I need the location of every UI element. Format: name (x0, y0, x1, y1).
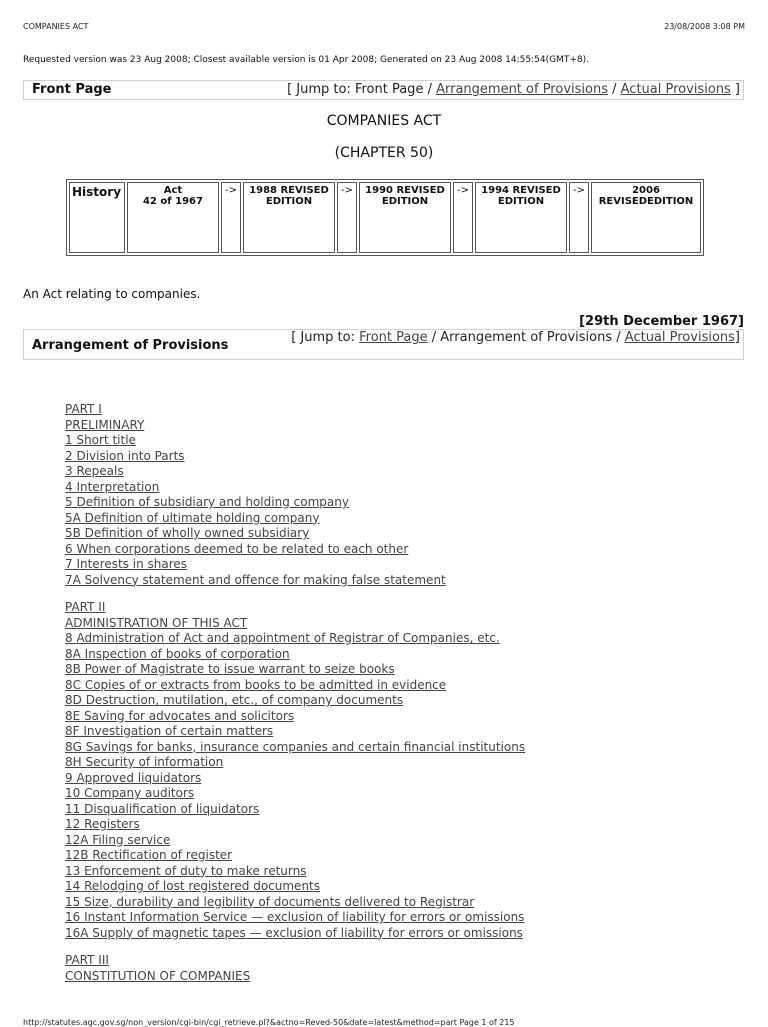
history-1988-line2: EDITION (265, 196, 313, 207)
enactment-date: [29th December 1967] (579, 314, 744, 329)
toc-link[interactable]: PART III (65, 953, 109, 967)
nav-separator: / (423, 82, 437, 97)
history-1988-edition-cell (243, 182, 335, 253)
toc-part-3 (65, 953, 525, 984)
toc-link[interactable]: 7A Solvency statement and offence for making false statement (65, 572, 446, 587)
toc-link[interactable]: 10 Company auditors (65, 786, 195, 800)
toc-link[interactable]: 5B Definition of wholly owned subsidiary (65, 526, 310, 540)
history-1994-line1: 1994 REVISED (481, 185, 561, 196)
toc-link[interactable]: 16 Instant Information Service — exclusion of liability for errors or omissions (65, 910, 525, 924)
history-act-number: 42 of 1967 (143, 196, 203, 207)
jump-to-nav (287, 82, 740, 97)
print-footer-url: http://statutes.agc.gov.sg/non_version/cgi-bin/cgi_retrieve.pl?&actno=Reved-50&date=latest&method=part Page 1 of 215 (23, 1018, 515, 1027)
toc-link[interactable]: 8 Administration of Act and appointment of Registrar of Companies, etc. (65, 631, 500, 645)
toc-link[interactable]: 8H Security of information (65, 755, 224, 769)
history-act-cell (127, 182, 219, 253)
history-arrow: -> (569, 182, 589, 253)
history-1990-line1: 1990 REVISED (365, 185, 445, 196)
toc-link[interactable]: 8B Power of Magistrate to issue warrant to seize books (65, 662, 395, 676)
toc-link[interactable]: PRELIMINARY (65, 417, 145, 432)
toc-link[interactable]: 12A Filing service (65, 832, 171, 847)
nav-separator: / (607, 82, 621, 97)
history-2006-line1: 2006 (632, 185, 660, 196)
toc-link[interactable]: 1 Short title (65, 433, 136, 447)
toc-link[interactable]: 5 Definition of subsidiary and holding company (65, 495, 349, 509)
jump-to-prefix: [ Jump to: Front Page (287, 82, 424, 97)
toc-link[interactable]: 8G Savings for banks, insurance companies and certain financial institutions (65, 739, 526, 754)
toc-link[interactable]: 15 Size, durability and legibility of documents delivered to Registrar (65, 894, 475, 909)
act-chapter: (CHAPTER 50) (334, 145, 434, 161)
toc-link[interactable]: 7 Interests in shares (65, 557, 188, 571)
toc-link[interactable]: PART II (65, 600, 106, 614)
toc-link[interactable]: PART I (65, 402, 102, 416)
toc-link[interactable]: CONSTITUTION OF COMPANIES (65, 968, 251, 983)
toc-link[interactable]: 2 Division into Parts (65, 448, 185, 463)
toc-link[interactable]: 11 Disqualification of liquidators (65, 801, 260, 816)
history-act-title: Act (163, 185, 183, 196)
history-arrow: -> (453, 182, 473, 253)
toc-link[interactable]: 13 Enforcement of duty to make returns (65, 863, 307, 878)
jump-to-current: / Arrangement of Provisions / (427, 330, 625, 345)
link-actual-provisions[interactable]: Actual Provisions (624, 330, 735, 345)
toc-link[interactable]: 5A Definition of ultimate holding company (65, 510, 320, 525)
link-actual-provisions[interactable]: Actual Provisions (620, 82, 731, 97)
toc-link[interactable]: 9 Approved liquidators (65, 770, 202, 785)
link-front-page[interactable]: Front Page (359, 330, 428, 345)
history-1990-line2: EDITION (381, 196, 429, 207)
toc-part-2 (65, 600, 525, 941)
history-1994-line2: EDITION (497, 196, 545, 207)
jump-to-suffix: ] (730, 82, 740, 97)
toc-link[interactable]: 14 Relodging of lost registered documents (65, 879, 320, 893)
toc-link[interactable]: 8E Saving for advocates and solicitors (65, 708, 295, 723)
jump-to-prefix: [ Jump to: (291, 330, 360, 345)
nav-section-label: Front Page (32, 82, 112, 97)
jump-to-nav (291, 330, 740, 345)
history-1994-edition-cell (475, 182, 567, 253)
act-title: COMPANIES ACT (326, 113, 442, 129)
history-arrow: -> (221, 182, 241, 253)
arrangement-nav-bar (23, 329, 744, 360)
toc-link[interactable]: 6 When corporations deemed to be related to each other (65, 541, 409, 556)
toc-link[interactable]: 12 Registers (65, 817, 140, 831)
toc-link[interactable]: 8C Copies of or extracts from books to be admitted in evidence (65, 677, 447, 692)
history-label-cell: History (69, 182, 125, 253)
version-info: Requested version was 23 Aug 2008; Closest available version is 01 Apr 2008; Generated on 23 Aug 2008 14:55:54(GMT+8). (23, 55, 589, 65)
toc-link[interactable]: 16A Supply of magnetic tapes — exclusion of liability for errors or omissions (65, 925, 523, 940)
toc-link[interactable]: 4 Interpretation (65, 479, 160, 494)
link-arrangement-of-provisions[interactable]: Arrangement of Provisions (436, 82, 608, 97)
toc-link[interactable]: 12B Rectification of register (65, 848, 233, 862)
front-page-nav-bar (23, 80, 744, 100)
toc-link[interactable]: 8D Destruction, mutilation, etc., of company documents (65, 693, 404, 707)
jump-to-suffix: ] (734, 330, 740, 345)
history-1990-edition-cell (359, 182, 451, 253)
toc-link[interactable]: ADMINISTRATION OF THIS ACT (65, 615, 248, 630)
toc-link[interactable]: 8A Inspection of books of corporation (65, 646, 290, 661)
history-table (66, 179, 704, 256)
nav-section-label: Arrangement of Provisions (32, 338, 229, 353)
toc-link[interactable]: 3 Repeals (65, 464, 124, 478)
print-header-datetime: 23/08/2008 3:08 PM (664, 22, 745, 31)
act-description: An Act relating to companies. (23, 287, 201, 301)
history-2006-line2: REVISEDEDITION (598, 196, 694, 207)
history-arrow: -> (337, 182, 357, 253)
history-1988-line1: 1988 REVISED (249, 185, 329, 196)
history-2006-edition-cell (591, 182, 701, 253)
table-of-contents (65, 402, 525, 984)
toc-link[interactable]: 8F Investigation of certain matters (65, 724, 274, 738)
print-header-title: COMPANIES ACT (23, 22, 89, 31)
toc-part-1 (65, 402, 525, 588)
